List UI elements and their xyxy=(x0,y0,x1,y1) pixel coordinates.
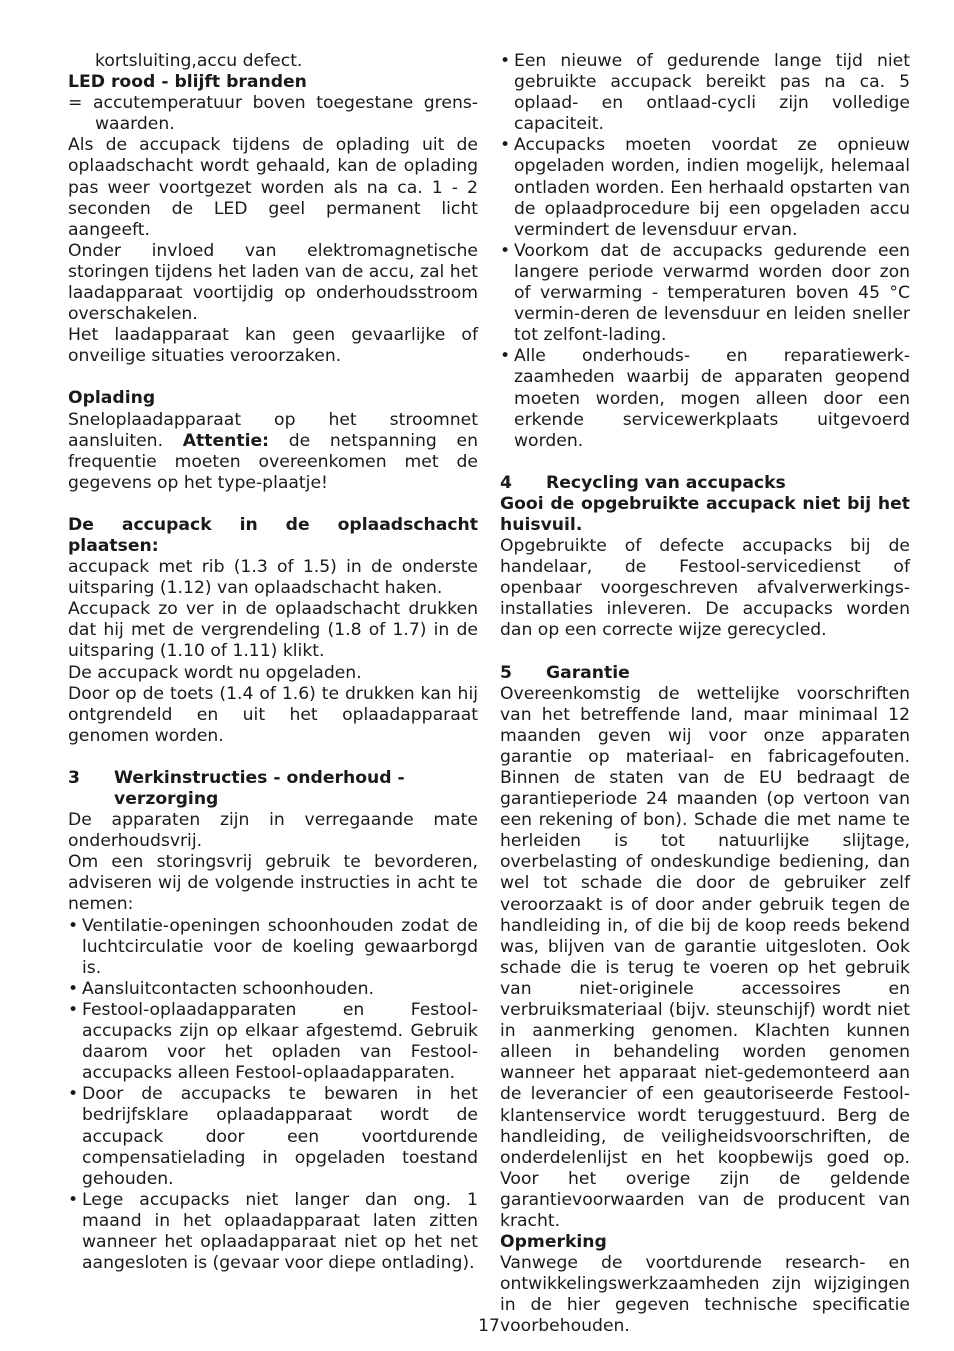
recycling-warning: Gooi de opgebruikte accupack niet bij het huisvuil. xyxy=(500,493,910,535)
list-item: • Festool-oplaadapparaten en Festool-accupacks zijn op elkaar afgestemd. Gebruik daarom voor het opladen van Festool-accupacks alleen Festool-oplaadapparaten. xyxy=(68,999,478,1084)
list-item: • Ventilatie-openingen schoonhouden zodat de luchtcirculatie voor de koeling gewaarborgd is. xyxy=(68,915,478,978)
paragraph: Accupack zo ver in de oplaadschacht drukken dat hij met de vergrendeling (1.8 of 1.7) in de uitsparing (1.10 of 1.11) klikt. xyxy=(68,599,478,662)
list-item: • Een nieuwe of gedurende lange tijd niet gebruikte accupack bereikt pas na ca. 5 oplaad- en ontlaad-cycli zijn volledige capaciteit. xyxy=(500,51,910,135)
list-item: • Voorkom dat de accupacks gedurende een langere periode verwarmd worden door zon of verwarming - temperaturen boven 45 °C vermin-deren de levensduur en leiden sneller tot zelfont-lading. xyxy=(500,240,910,346)
section-number: 3 xyxy=(68,767,80,788)
section-heading-5 xyxy=(500,663,910,684)
section-heading-4 xyxy=(500,473,910,494)
list-item: • Accupacks moeten voordat ze opnieuw opgeladen worden, indien mogelijk, helemaal ontladen worden. Een herhaald opstarten van de oplaadprocedure bij een opgeladen accu vermindert de levensduur ervan. xyxy=(500,135,910,240)
paragraph-oplading: Sneloplaadapparaat op het stroomnet aansluiten. Attentie: de netspanning en frequentie moeten overeenkomen met de gegevens op het type-plaatje! xyxy=(68,409,479,493)
list-item: • Lege accupacks niet langer dan ong. 1 maand in het oplaadapparaat laten zitten wanneer het oplaadapparaat niet op het net aangesloten is (gevaar voor diepe ontlading). xyxy=(68,1189,478,1274)
paragraph: Om een storingsvrij gebruik te bevorderen, adviseren wij de volgende instructies in acht te nemen: xyxy=(68,852,478,915)
paragraph-garantie: Overeenkomstig de wettelijke voorschriften van het betreffende land, maar minimaal 12 maanden geven wij voor onze apparaten garantie op materiaal- en fabricagefouten. Binnen de staten van de EU bedraagt de garantieperiode 24 maanden (op vertoon van een rekening of bon). Schade die met name te herleiden is tot natuurlijke slijtage, overbelasting of ondeskundige bediening, dan wel tot schade die door de gebruiker zelf veroorzaakt is of door ander gebruik tegen de handleiding in, of die bij de koop reeds bekend was, blijven van de garantie uitgesloten. Ook schade die is terug te voeren op het gebruik van niet-originele accessoires en verbruiksmateriaal (bijv. steunschijf) wordt niet in aanmerking genomen. Klachten kunnen alleen in behandeling worden genomen wanneer het apparaat niet-gedemonteerd aan de leverancier of een geautoriseerde Festool-klantenservice wordt teruggestuurd. Berg de handleiding, de veiligheidsvoorschriften, de onderdelenlijst en het koopbewijs goed op. Voor het overige zijn de geldende garantievoorwaarden van de producent van kracht. xyxy=(500,683,910,1231)
list-item: • Door de accupacks te bewaren in het bedrijfsklare oplaadapparaat wordt de accupack door een voortdurende compensatielading in opgeladen toestand gehouden. xyxy=(68,1084,478,1189)
paragraph: Als de accupack tijdens de oplading uit de oplaadschacht wordt gehaald, kan de oplading pas weer voortgezet worden als na ca. 1 - 2 seconden de LED geel permanent licht aangeeft. xyxy=(68,135,478,240)
section-title: Garantie xyxy=(546,662,630,683)
led-description: = accutemperatuur boven toegestane grens-waarden. xyxy=(68,93,478,135)
section-title: Werkinstructies - onderhoud - verzorging xyxy=(114,767,405,809)
paragraph-opmerking: Vanwege de voortdurende research- en ontwikkelingswerkzaamheden zijn wijzigingen in de hier gegeven technische specificatie voorbehouden. xyxy=(500,1253,910,1337)
attention-label: Attentie: xyxy=(182,430,269,451)
text-line: kortsluiting,accu defect. xyxy=(95,51,303,71)
paragraph: Het laadapparaat kan geen gevaarlijke of onveilige situaties veroorzaken. xyxy=(68,325,478,367)
section-heading-oplading: Oplading xyxy=(68,388,156,409)
section-heading-plaatsen: De accupack in de oplaadschacht plaatsen: xyxy=(68,514,478,556)
right-column xyxy=(500,51,910,1338)
section-title: Recycling van accupacks xyxy=(546,472,786,493)
paragraph: De accupack wordt nu opgeladen. xyxy=(68,662,362,683)
page-number: 17 xyxy=(478,1316,500,1336)
section-heading-3 xyxy=(68,768,478,810)
note-heading: Opmerking xyxy=(500,1232,607,1253)
paragraph: Onder invloed van elektromagnetische storingen tijdens het laden van de accu, zal het laadapparaat voortijdig op onderhoudsstroom overschakelen. xyxy=(68,240,478,325)
paragraph: Door op de toets (1.4 of 1.6) te drukken kan hij ontgrendeld en uit het oplaadapparaat genomen worden. xyxy=(68,683,478,746)
list-item: • Alle onderhouds- en reparatiewerk-zaamheden waarbij de apparaten geopend moeten worden, mogen alleen door een erkende servicewerkplaats uitgevoerd worden. xyxy=(500,346,910,451)
section-number: 5 xyxy=(500,662,512,683)
led-heading: LED rood - blijft branden xyxy=(68,72,307,93)
left-column xyxy=(68,51,478,1274)
section-number: 4 xyxy=(500,472,512,493)
paragraph: Opgebruikte of defecte accupacks bij de handelaar, de Festool-servicedienst of openbaar voorgeschreven afvalverwerkings-installaties inleveren. De accupacks worden dan op een correcte wijze gerecycled. xyxy=(500,536,910,641)
paragraph: accupack met rib (1.3 of 1.5) in de onderste uitsparing (1.12) van oplaadschacht haken. xyxy=(68,557,478,599)
list-item: • Aansluitcontacten schoonhouden. xyxy=(68,978,374,999)
paragraph: De apparaten zijn in verregaande mate onderhoudsvrij. xyxy=(68,810,478,852)
